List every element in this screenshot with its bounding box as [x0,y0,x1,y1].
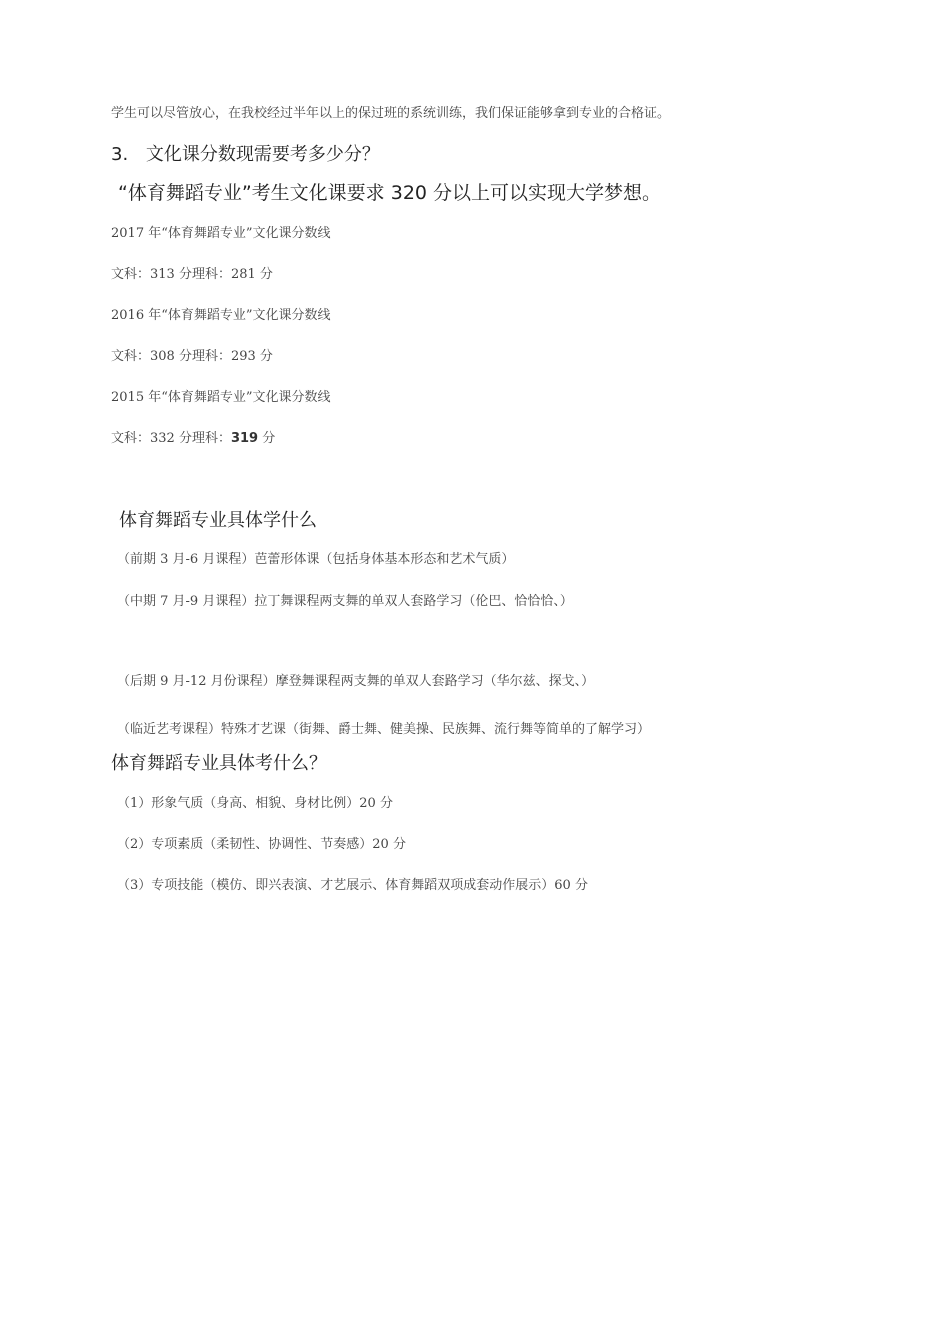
exam-item-image: （1）形象气质（身高、相貌、身材比例）20 分 [117,796,393,811]
score-values-text: 文科：332 分理科： [111,431,231,446]
score-values-bold: 319 [230,431,259,446]
study-section-title: 体育舞蹈专业具体学什么 [119,510,317,531]
score-line-heading-2015: 2015 年“体育舞蹈专业”文化课分数线 [111,390,331,405]
score-line-heading-2016: 2016 年“体育舞蹈专业”文化课分数线 [111,308,331,323]
study-item-middle: （中期 7 月-9 月课程）拉丁舞课程两支舞的单双人套路学习（伦巴、恰恰恰、） [117,594,573,609]
section-3-title: 文化课分数现需要考多少分？ [145,144,380,165]
score-values-suffix: 分 [258,431,276,446]
score-line-heading-2017: 2017 年“体育舞蹈专业”文化课分数线 [111,226,331,241]
exam-item-quality: （2）专项素质（柔韧性、协调性、节奏感）20 分 [117,837,406,852]
section-3-number: 3. [111,144,129,165]
score-line-values-2016 [111,345,273,364]
score-values-text: 文科：308 分理科：293 分 [111,349,273,364]
exam-item-skill: （3）专项技能（模仿、即兴表演、才艺展示、体育舞蹈双项成套动作展示）60 分 [117,878,588,893]
score-line-values-2015 [111,427,275,446]
exam-section-title: 体育舞蹈专业具体考什么？ [111,753,327,774]
study-item-pre-exam: （临近艺考课程）特殊才艺课（街舞、爵士舞、健美操、民族舞、流行舞等简单的了解学习） [117,722,651,737]
study-item-late: （后期 9 月-12 月份课程）摩登舞课程两支舞的单双人套路学习（华尔兹、探戈、） [117,674,595,689]
culture-score-requirement: “体育舞蹈专业”考生文化课要求 320 分以上可以实现大学梦想。 [118,182,662,204]
study-item-early: （前期 3 月-6 月课程）芭蕾形体课（包括身体基本形态和艺术气质） [117,552,515,567]
section-3-heading [111,140,380,166]
score-line-values-2017 [111,263,273,282]
score-values-text: 文科：313 分理科：281 分 [111,267,273,282]
intro-paragraph: 学生可以尽管放心，在我校经过半年以上的保过班的系统训练，我们保证能够拿到专业的合格证。 [111,106,671,121]
